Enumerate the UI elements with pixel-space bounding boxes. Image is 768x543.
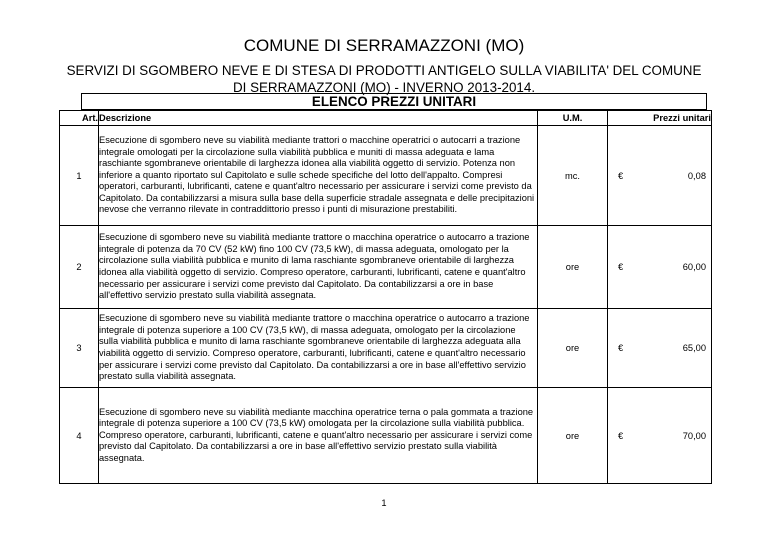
unit-price: 65,00 [682, 343, 706, 353]
article-description: Esecuzione di sgombero neve su viabilità mediante macchina operatrice terna o pala gommata a trazione integrale di potenza superiore a 100 CV (73,5 kW) omologata per la circolazione sulla viabilità pubblica. Compreso operatore, carburanti, lubrificanti, catene e quant'altro necessario per assicurare i servizi come previsto dal Capitolato. Da contabilizzarsi a ore in base all'effettivo servizio prestato sulla viabilità assegnata. [99, 388, 538, 484]
article-number: 2 [60, 226, 99, 309]
table-header-row [60, 111, 712, 126]
unit-of-measure: ore [538, 309, 608, 388]
price-list-heading: ELENCO PREZZI UNITARI [81, 93, 707, 110]
document-title: COMUNE DI SERRAMAZZONI (MO) [243, 36, 525, 55]
table-row [60, 309, 712, 388]
unit-of-measure: mc. [538, 126, 608, 226]
currency-symbol: € [618, 170, 624, 181]
column-header-price: Prezzi unitari [608, 111, 712, 126]
currency-symbol: € [618, 262, 624, 272]
column-header-description: Descrizione [99, 111, 538, 126]
price-table [59, 110, 712, 484]
currency-symbol: € [618, 430, 624, 441]
article-number: 4 [60, 388, 99, 484]
unit-of-measure: ore [538, 226, 608, 309]
unit-price: 60,00 [682, 262, 706, 272]
table-row [60, 388, 712, 484]
table-row [60, 226, 712, 309]
article-number: 1 [60, 126, 99, 226]
table-row [60, 126, 712, 226]
unit-price-cell [608, 388, 712, 484]
column-header-art: Art. [60, 111, 99, 126]
article-description: Esecuzione di sgombero neve su viabilità mediante trattore o macchina operatrice o autocarro a trazione integrale di potenza da 70 CV (52 kW) fino 100 CV (73,5 kW), di massa adeguata, omologato per la circolazione sulla viabilità pubblica e munito di lama raschiante sgombraneve orientabile di larghezza idonea alla viabilità oggetto di servizio. Compreso operatore, carburanti, lubrificanti, catene e quant'altro necessario per assicurare i servizi come previsto dal Capitolato. Da contabilizzarsi a ore in base all'effettivo servizio prestato sulla viabilità assegnata. [99, 226, 538, 309]
document-subtitle: SERVIZI DI SGOMBERO NEVE E DI STESA DI PRODOTTI ANTIGELO SULLA VIABILITA' DEL COMUNE DI SERRAMAZZONI (MO) - INVERNO 2013-2014. [66, 63, 702, 95]
unit-of-measure: ore [538, 388, 608, 484]
unit-price-cell [608, 309, 712, 388]
unit-price: 0,08 [687, 170, 706, 181]
page-number: 1 [381, 498, 387, 508]
unit-price-cell [608, 226, 712, 309]
article-description: Esecuzione di sgombero neve su viabilità mediante trattore o macchina operatrice o autocarro a trazione integrale di potenza superiore a 100 CV (73,5 kW), di massa adeguata, omologato per la circolazione sulla viabilità pubblica e munito di lama raschiante sgombraneve orientabile di larghezza adeguata alla viabilità oggetto di servizio. Compreso operatore, carburanti, lubrificanti, catene e quant'altro necessario per assicurare i servizi come previsto dal Capitolato. Da contabilizzarsi a ore in base all'effettivo servizio prestato sulla viabilità assegnata. [99, 309, 538, 388]
column-header-unit: U.M. [538, 111, 608, 126]
article-number: 3 [60, 309, 99, 388]
unit-price-cell [608, 126, 712, 226]
currency-symbol: € [618, 343, 624, 353]
article-description: Esecuzione di sgombero neve su viabilità mediante trattori o macchine operatrici o autocarri a trazione integrale omologati per la circolazione sulla viabilità pubblica e muniti di massa adeguata e lama raschiante sgombraneve orientabile di larghezza idonea alla viabilità oggetto di servizio. Potenza non inferiore a quanto riportato sul Capitolato e sulle schede specifiche del lotto dell'appalto. Compresi operatori, carburanti, lubrificanti, catene e quant'altro necessario per assicurare i servizi come previsto da Capitolato. Da contabilizzarsi a misura sulla base della superficie stradale assegnata e delle precipitazioni nevose che verranno rilevate in contraddittorio presso i punti di misurazione prestabiliti. [99, 126, 538, 226]
unit-price: 70,00 [682, 430, 706, 441]
